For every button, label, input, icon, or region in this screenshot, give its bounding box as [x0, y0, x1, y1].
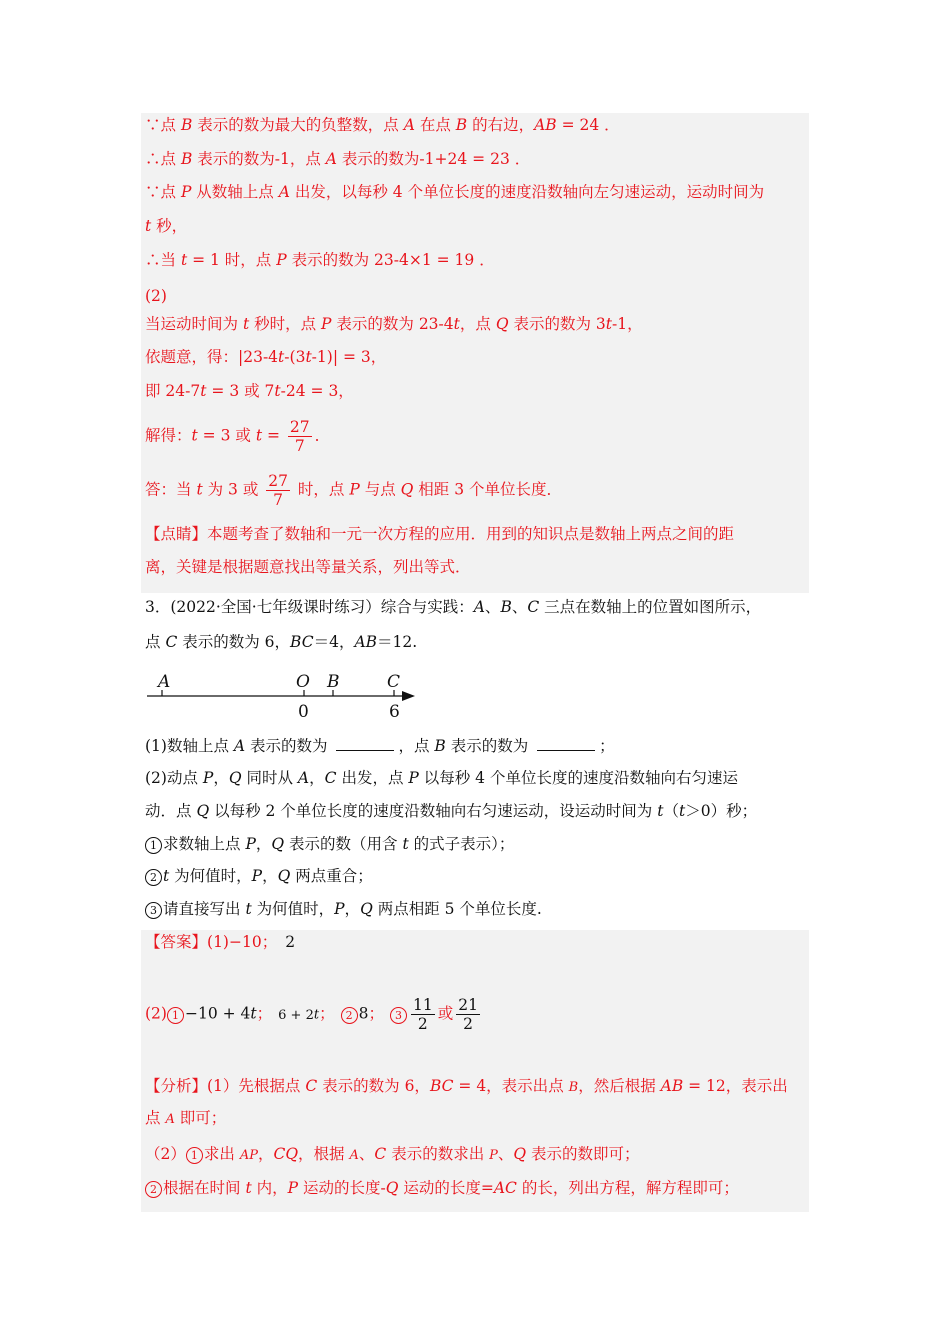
solution-part-2-label: (2)	[145, 287, 167, 305]
circled-number-1: 1	[145, 837, 162, 854]
fraction-11-2: $\frac{11}{2}$	[412, 996, 433, 1033]
tick-label-6: 6	[389, 702, 400, 722]
question-2-sub-1: 1 求数轴上点 P，Q 表示的数（用含 t 的式子表示）；	[145, 834, 514, 854]
circled-number-2: 2	[145, 869, 162, 886]
point-label-O: O	[296, 672, 310, 692]
tick-label-0: 0	[298, 702, 309, 722]
point-label-B: B	[327, 672, 340, 692]
circled-number-3: 3	[390, 1007, 407, 1024]
fraction-27-7: $\frac{27}{7}$	[289, 418, 310, 455]
solution-line-1: ∵点 B 表示的数为最大的负整数，点 A 在点 B 的右边，AB = 24 ．	[145, 116, 620, 134]
comment-line-1: 【点睛】本题考查了数轴和一元一次方程的应用．用到的知识点是数轴上两点之间的距	[145, 525, 735, 543]
fraction-21-2: $\frac{21}{2}$	[458, 996, 478, 1033]
solution-line-10: 解得：t = 3 或 t = $\frac{27}{7}$ ．	[145, 418, 331, 455]
analysis-line-3: （2） 1 求出 AP，CQ，根据 A、C 表示的数求出 P、Q 表示的数即可；	[145, 1145, 640, 1163]
analysis-line-4: 2 根据在时间 t 内，P 运动的长度-Q 运动的长度=AC 的长，列出方程，解方程即可；	[145, 1178, 739, 1198]
problem-3-line-2: 点 C 表示的数为 6，BC＝4，AB＝12.	[145, 633, 418, 651]
circled-number-1: 1	[186, 1147, 203, 1164]
answer-blank-2	[537, 736, 595, 751]
number-line-figure	[140, 668, 430, 724]
answer-block	[141, 930, 809, 1212]
solution-line-8: 依题意，得：|23-4t-(3t-1)| = 3，	[145, 348, 387, 366]
analysis-line-1: 【分析】(1）先根据点 C 表示的数为 6，BC = 4，表示出点 B，然后根据 AB = 12，表示出	[145, 1077, 788, 1095]
solution-line-3: ∵点 P 从数轴上点 A 出发，以每秒 4 个单位长度的速度沿数轴向左匀速运动，运动时间为	[145, 183, 765, 201]
solution-line-11: 答：当 t 为 3 或 $\frac{27}{7}$ 时，点 P 与点 Q 相距 3 个单位长度．	[145, 472, 563, 509]
problem-3-line-1: 3．(2022·全国·七年级课时练习）综合与实践：A、B、C 三点在数轴上的位置如图所示，	[145, 598, 762, 616]
question-2-sub-2: 2 t 为何值时，P，Q 两点重合；	[145, 866, 373, 886]
answer-line-1: 【答案】(1)−10； 2	[145, 933, 296, 951]
arrow-right-icon	[402, 691, 415, 701]
circled-number-2: 2	[145, 1181, 162, 1198]
solution-line-5: ∴当 t = 1 时，点 P 表示的数为 23-4×1 = 19 ．	[145, 251, 495, 269]
answer-line-2: (2) 1 −10 + 4t； 6 + 2t； 2 8； 3 $\frac{11}{2}$ 或 $\frac{21}{2}$	[145, 996, 478, 1033]
question-2-sub-3: 3 请直接写出 t 为何值时，P，Q 两点相距 5 个单位长度.	[145, 899, 542, 919]
question-2-line-1: (2)动点 P，Q 同时从 A，C 出发，点 P 以每秒 4 个单位长度的速度沿数轴向右匀速运	[145, 769, 738, 787]
fraction-27-7: $\frac{27}{7}$	[268, 472, 288, 509]
comment-line-2: 离，关键是根据题意找出等量关系，列出等式．	[145, 558, 471, 576]
question-1: (1)数轴上点 A 表示的数为 ，点 B 表示的数为 ；	[145, 737, 615, 755]
analysis-line-2: 点 A 即可；	[145, 1109, 227, 1127]
solution-line-4: t 秒，	[145, 217, 188, 235]
circled-number-3: 3	[145, 902, 162, 919]
question-2-line-2: 动．点 Q 以每秒 2 个单位长度的速度沿数轴向右匀速运动，设运动时间为 t（t＞0）秒；	[145, 802, 758, 820]
circled-number-1: 1	[167, 1007, 184, 1024]
circled-number-2: 2	[341, 1007, 358, 1024]
answer-blank-1	[336, 736, 394, 751]
point-label-C: C	[387, 672, 401, 692]
solution-line-7: 当运动时间为 t 秒时，点 P 表示的数为 23-4t，点 Q 表示的数为 3t-1，	[145, 315, 643, 333]
solution-line-2: ∴点 B 表示的数为-1，点 A 表示的数为-1+24 = 23 ．	[145, 150, 531, 168]
point-label-A: A	[158, 672, 171, 692]
solution-line-9: 即 24-7t = 3 或 7t-24 = 3，	[145, 382, 354, 400]
